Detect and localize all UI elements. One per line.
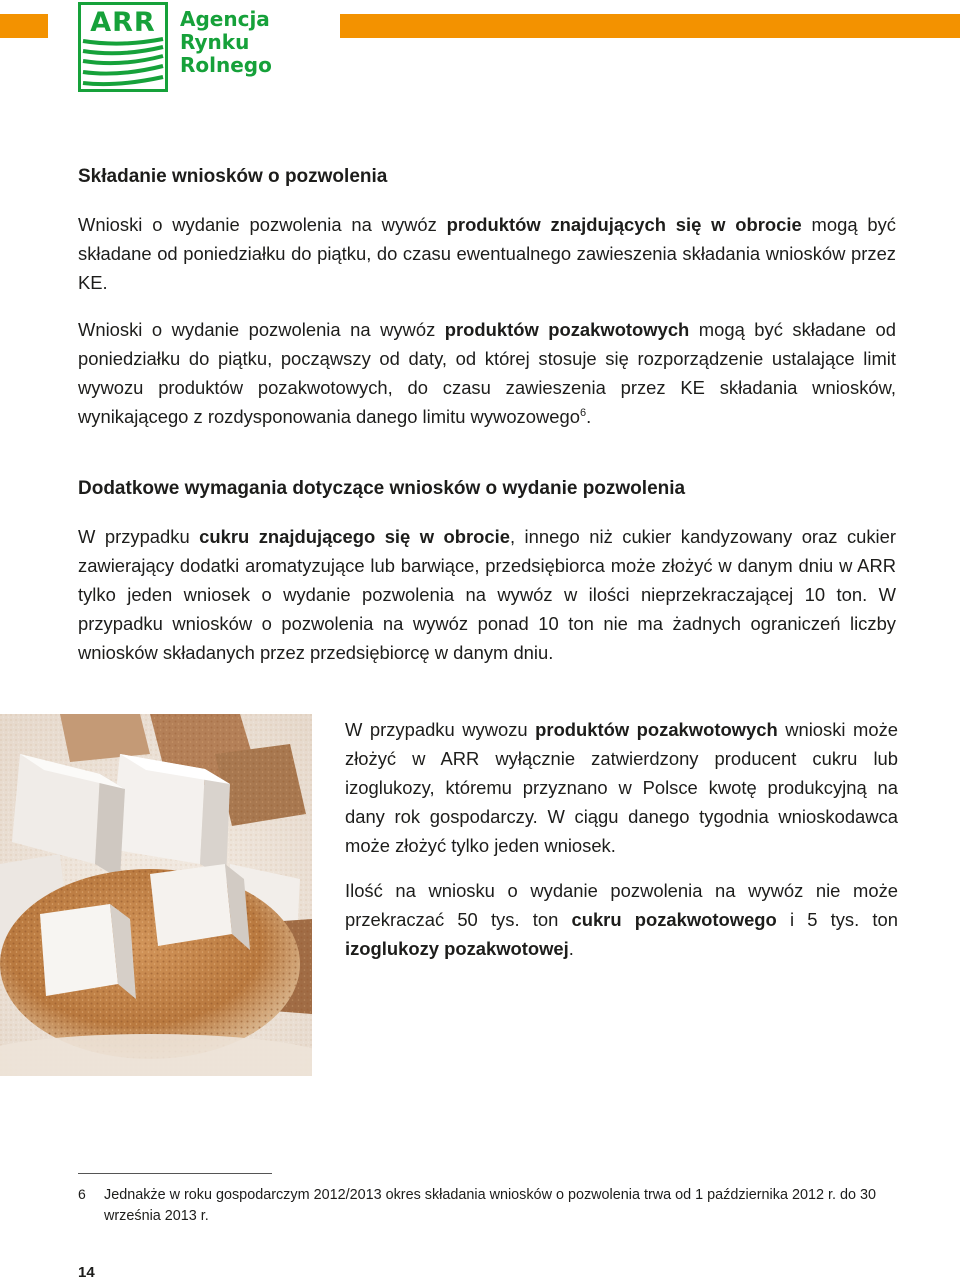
bold-run: izoglukozy pozakwotowej <box>345 938 569 959</box>
header-accent-bar-left <box>0 14 48 38</box>
paragraph-out-of-quota-products <box>78 315 896 431</box>
text-run: . <box>586 406 592 427</box>
paragraph-quantity-limit <box>345 876 898 963</box>
text-run: . <box>568 938 574 959</box>
logo-abbreviation: ARR <box>90 7 156 38</box>
text-run: i 5 tys. ton <box>776 909 898 930</box>
footnote-divider <box>78 1173 272 1174</box>
text-run: Wnioski o wydanie pozwolenia na wywóz <box>78 319 445 340</box>
page-number: 14 <box>78 1264 95 1281</box>
footnote-text: Jednakże w roku gospodarczym 2012/2013 okres składania wniosków o pozwolenia trwa od 1 października 2012 r. do 30 września 2013 r. <box>104 1187 876 1224</box>
text-run: Ilość na wniosku o wydanie pozwolenia na wywóz nie może przekraczać 50 tys. ton <box>345 880 898 930</box>
sugar-cubes-photo <box>0 714 312 1076</box>
section-heading-submission: Składanie wniosków o pozwolenia <box>78 166 388 187</box>
logo-name-line-3: Rolnego <box>180 53 272 77</box>
section-heading-additional-requirements: Dodatkowe wymagania dotyczące wniosków o wydanie pozwolenia <box>78 478 686 499</box>
footnote-reference: 6 <box>579 406 587 419</box>
bold-run: cukru pozakwotowego <box>571 909 777 930</box>
bold-run: produktów pozakwotowych <box>535 719 778 740</box>
text-run: Wnioski o wydanie pozwolenia na wywóz <box>78 214 447 235</box>
text-run: mogą być składane od poniedziałku do piątku, począwszy od daty, od której stosuje się rozporządzenie ustalające limit wywozu produktów pozakwotowych, do czasu zawieszenia przez KE składania wniosków, wynikającego z rozdysponowania danego limitu wywozowego <box>78 319 896 427</box>
text-run: W przypadku wywozu <box>345 719 536 740</box>
bold-run: produktów znajdujących się w obrocie <box>446 214 802 235</box>
sugar-cubes-illustration <box>0 714 312 1076</box>
logo-name-line-1: Agencja <box>180 7 270 31</box>
paragraph-out-of-quota-applicants <box>345 715 898 860</box>
arr-logo <box>78 2 308 94</box>
text-run: W przypadku <box>78 526 200 547</box>
logo-emblem <box>78 2 168 92</box>
logo-name-line-2: Rynku <box>180 30 250 54</box>
paragraph-products-in-circulation <box>78 210 896 297</box>
field-furrows-icon <box>81 37 165 89</box>
text-run: , innego niż cukier kandyzowany oraz cukier zawierający dodatki aromatyzujące lub barwiące, przedsiębiorca może złożyć w danym dniu w ARR tylko jeden wniosek o wydanie pozwolenia na wywóz w ilości nieprzekraczającej 10 ton. W przypadku wniosków o pozwolenia na wywóz ponad 10 ton nie ma żadnych ograniczeń liczby wniosków składanych przez przedsiębiorcę w danym dniu. <box>78 526 897 663</box>
text-run: mogą być składane od poniedziałku do piątku, do czasu ewentualnego zawieszenia składania wniosków przez KE. <box>78 214 897 293</box>
footnote-number: 6 <box>78 1186 86 1202</box>
logo-agency-name <box>180 8 310 77</box>
bold-run: cukru znajdującego się w obrocie <box>199 526 510 547</box>
bold-run: produktów pozakwotowych <box>444 319 690 340</box>
paragraph-sugar-in-circulation <box>78 522 896 667</box>
header-accent-bar-right <box>340 14 960 38</box>
text-run: wnioski może złożyć w ARR wyłącznie zatwierdzony producent cukru lub izoglukozy, któremu przyznano w Polsce kwotę produkcyjną na dany rok gospodarczy. W ciągu danego tygodnia wnioskodawca może złożyć tylko jeden wniosek. <box>345 719 898 856</box>
